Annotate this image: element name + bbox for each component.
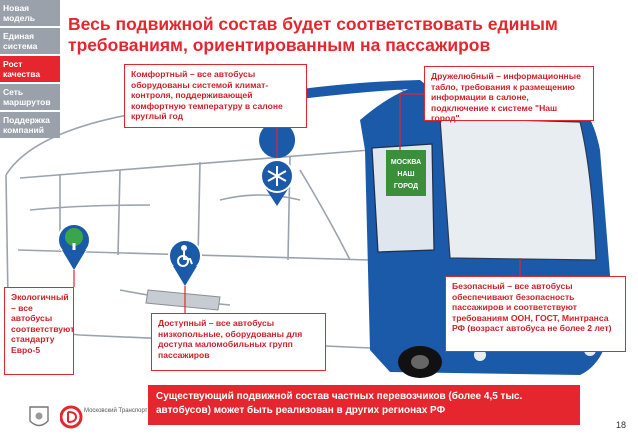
callout-comfort: Комфортный – все автобусы оборудованы системой климат-контроля, поддерживающей комфортную температуру в салоне круглый год [124,64,307,128]
callout-friendly: Дружелюбный – информационные табло, требования к размещению информации в салоне, подключение к системе "Наш город" [424,66,594,121]
nav-item-quality-growth[interactable]: Рост качества [0,56,60,82]
callout-safe: Безопасный – все автобусы обеспечивают безопасность пассажиров и соответствуют требованиям ООН, ГОСТ, Минтранса РФ (возраст автобуса не более 2 лет) [445,276,626,352]
nav-item-route-network[interactable]: Сеть маршрутов [0,84,60,110]
bus-sign-line1: МОСКВА [390,159,422,166]
nav-item-new-model[interactable]: Новая модель [0,0,60,26]
callout-access: Доступный – все автобусы низкопольные, оборудованы для доступа маломобильных групп пассажиров [151,313,326,371]
page-title: Весь подвижной состав будет соответствовать единым требованиям, ориентированным на пассажиров [68,14,558,55]
footer-brand: Московский Транспорт [84,408,148,414]
moscow-transport-logo-icon [60,402,120,432]
info-banner: Существующий подвижной состав частных перевозчиков (более 4,5 тыс. автобусов) может быть реализован в других регионах РФ [148,385,580,425]
bus-sign-line2: НАШ [397,171,415,178]
section-nav [0,0,60,140]
moscow-coat-of-arms-icon [28,405,50,431]
page-number: 18 [615,420,626,430]
nav-item-company-support[interactable]: Поддержка компаний [0,112,60,138]
callout-eco: Экологичный – все автобусы соответствуют стандарту Евро-5 [4,287,74,375]
bus-sign-line3: ГОРОД [393,183,419,190]
nav-item-unified-system[interactable]: Единая система [0,28,60,54]
